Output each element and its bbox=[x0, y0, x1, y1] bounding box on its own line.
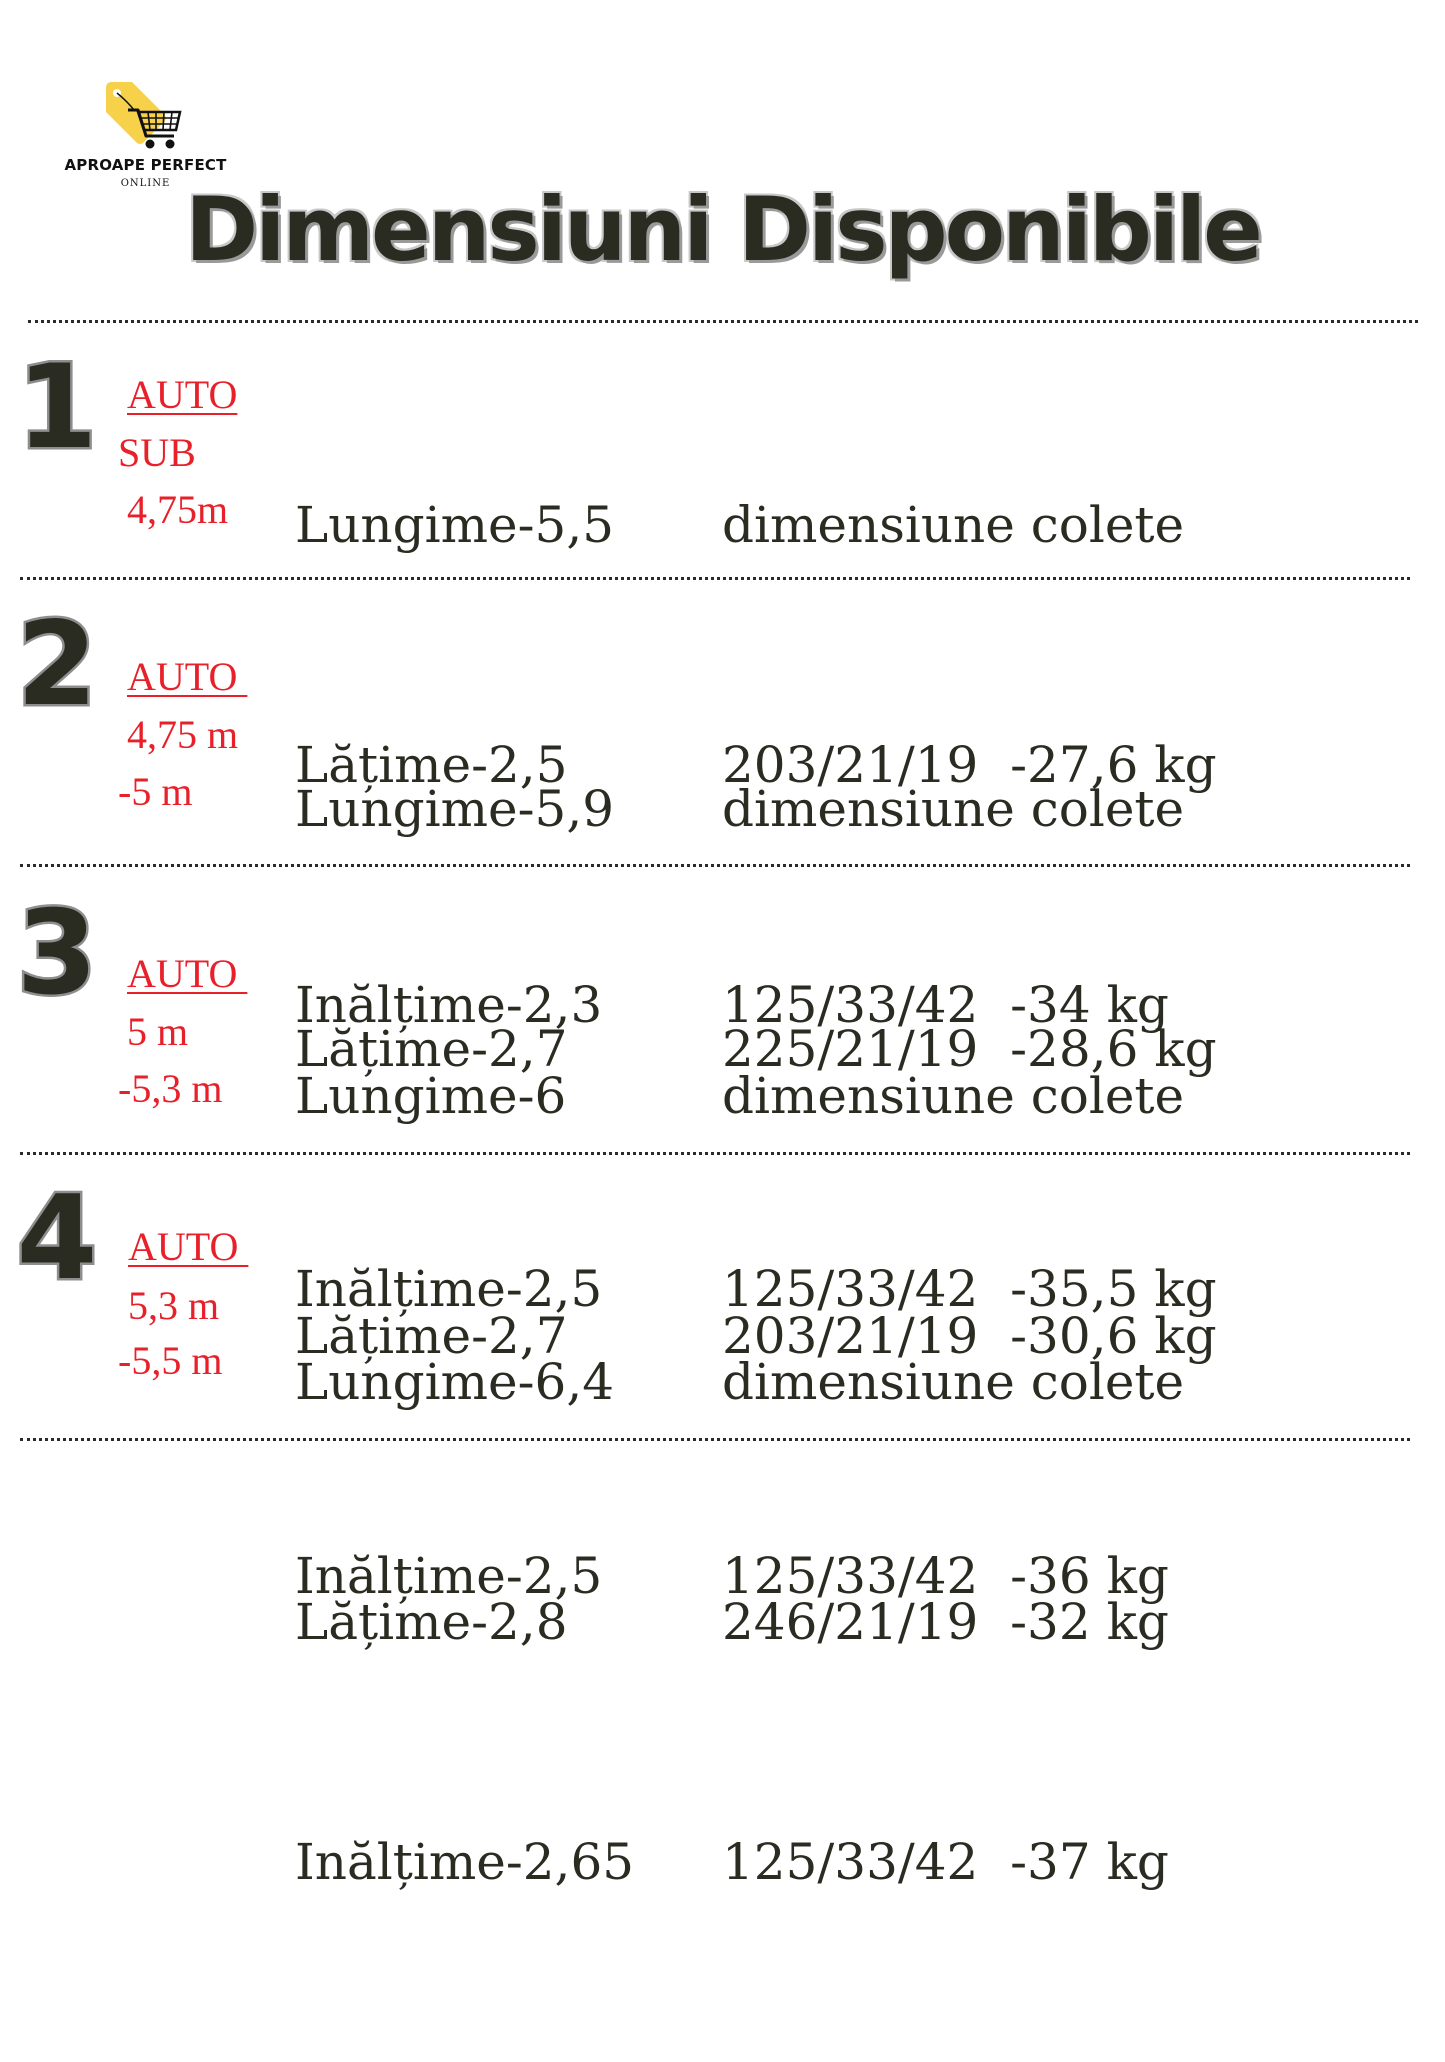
package-item: 125/33/42 -34 kg bbox=[722, 976, 1169, 1034]
package-item: 125/33/42 -35,5 kg bbox=[722, 1260, 1217, 1318]
option-number: 3 bbox=[16, 886, 98, 1021]
package-item: 203/21/19 -30,6 kg bbox=[722, 1307, 1217, 1365]
page-title: Dimensiuni Disponibile bbox=[185, 178, 1260, 281]
shopping-cart-tag-icon bbox=[104, 80, 184, 156]
package-list bbox=[722, 1182, 1184, 2062]
height-value: Inălțime-2,3 bbox=[295, 976, 603, 1034]
height-value: Inălțime-2,5 bbox=[295, 1260, 603, 1318]
auto-range-line: -5,3 m bbox=[118, 1066, 223, 1111]
length-value: Lungime-5,9 bbox=[295, 780, 615, 838]
auto-range-line: -5,5 m bbox=[118, 1338, 223, 1383]
length-value: Lungime-6 bbox=[295, 1067, 567, 1125]
package-item: 203/21/19 -27,6 kg bbox=[722, 736, 1217, 794]
package-item: 225/21/19 -28,6 kg bbox=[722, 1020, 1217, 1078]
auto-range-line: 4,75 m bbox=[127, 712, 239, 757]
auto-label: AUTO bbox=[127, 951, 248, 996]
height-value: Inălțime-2,65 bbox=[295, 1833, 635, 1891]
brand-name: APROAPE PERFECT bbox=[64, 156, 227, 174]
auto-range-line: 5,3 m bbox=[128, 1283, 220, 1328]
package-heading: dimensiune colete bbox=[722, 780, 1185, 838]
auto-label: AUTO bbox=[128, 1224, 249, 1269]
length-value: Lungime-5,5 bbox=[295, 496, 615, 554]
package-item: 125/33/42 -37 kg bbox=[722, 1833, 1169, 1891]
width-value: Lățime-2,7 bbox=[295, 1307, 568, 1365]
auto-range-line: 5 m bbox=[127, 1009, 189, 1054]
option-number: 4 bbox=[16, 1171, 98, 1306]
dimensions-list bbox=[295, 1182, 634, 2062]
package-heading: dimensiune colete bbox=[722, 1353, 1185, 1411]
option-number: 1 bbox=[16, 340, 98, 475]
width-value: Lățime-2,8 bbox=[295, 1593, 568, 1651]
brand-subtitle: ONLINE bbox=[120, 178, 171, 189]
auto-range-line: -5 m bbox=[118, 769, 193, 814]
width-value: Lățime-2,5 bbox=[295, 736, 568, 794]
package-heading: dimensiune colete bbox=[722, 1067, 1185, 1125]
auto-label: AUTO bbox=[127, 372, 238, 417]
auto-label: AUTO bbox=[127, 654, 248, 699]
divider bbox=[28, 320, 1418, 323]
width-value: Lățime-2,7 bbox=[295, 1020, 568, 1078]
auto-range-line: 4,75m bbox=[127, 487, 229, 532]
height-value: Inălțime-2,5 bbox=[295, 1547, 603, 1605]
package-heading: dimensiune colete bbox=[722, 496, 1185, 554]
auto-range-line: SUB bbox=[118, 430, 196, 475]
length-value: Lungime-6,4 bbox=[295, 1353, 615, 1411]
package-item: 246/21/19 -32 kg bbox=[722, 1593, 1169, 1651]
option-number: 2 bbox=[16, 597, 98, 732]
package-item: 125/33/42 -36 kg bbox=[722, 1547, 1169, 1605]
